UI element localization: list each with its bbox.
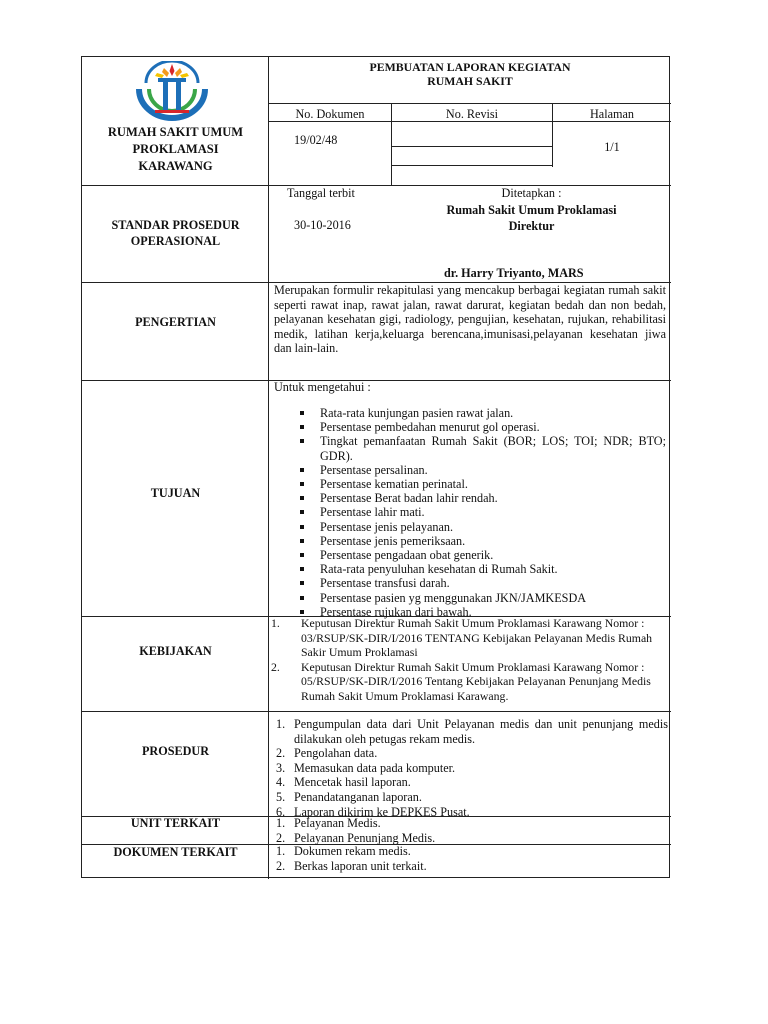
- dokumen-terkait-list: [276, 844, 668, 873]
- list-item: Persentase transfusi darah.: [274, 576, 666, 590]
- list-item: Persentase kematian perinatal.: [274, 477, 666, 491]
- prosedur-label: PROSEDUR: [141, 744, 210, 758]
- kebijakan-list: [271, 616, 667, 704]
- hospital-name: RUMAH SAKIT UMUM PROKLAMASI KARAWANG: [107, 125, 244, 173]
- hospital-logo-icon: [131, 61, 213, 127]
- sop-document: [81, 56, 670, 878]
- list-item: Persentase rujukan dari bawah.: [274, 605, 666, 619]
- director-name: dr. Harry Triyanto, MARS: [444, 266, 584, 280]
- list-item: Tingkat pemanfaatan Rumah Sakit (BOR; LOS; TOI; NDR; BTO; GDR).: [274, 434, 666, 462]
- no-dokumen-header: No. Dokumen: [295, 107, 365, 121]
- list-item: Persentase lahir mati.: [274, 505, 666, 519]
- ditetapkan-label: Ditetapkan :: [501, 186, 562, 200]
- list-item: 1. Keputusan Direktur Rumah Sakit Umum Proklamasi Karawang Nomor : 03/RSUP/SK-DIR/I/2016 TENTANG Kebijakan Pelayanan Medis Rumah Sakir Umum Proklamasi: [271, 616, 653, 660]
- unit-terkait-label: UNIT TERKAIT: [130, 816, 221, 830]
- unit-terkait-list: [276, 816, 668, 845]
- dokumen-terkait-label: DOKUMEN TERKAIT: [113, 845, 238, 859]
- tujuan-label: TUJUAN: [150, 486, 201, 500]
- list-item: 5. Penandatanganan laporan.: [276, 789, 422, 804]
- list-item: 1. Dokumen rekam medis.: [276, 844, 411, 858]
- list-item: Persentase pasien yg menggunakan JKN/JAMKESDA: [274, 591, 666, 605]
- pengertian-label: PENGERTIAN: [135, 315, 216, 329]
- list-item: 2. Keputusan Direktur Rumah Sakit Umum Proklamasi Karawang Nomor : 05/RSUP/SK-DIR/I/2016 Tentang Kebijakan Pelayanan Penunjang Medis Rumah Sakit Umum Proklamasi Karawang.: [271, 659, 651, 703]
- prosedur-list: [276, 717, 668, 819]
- document-title: PEMBUATAN LAPORAN KEGIATAN RUMAH SAKIT: [369, 60, 571, 88]
- list-item: Persentase jenis pelayanan.: [274, 520, 666, 534]
- row-divider: [82, 711, 671, 712]
- list-item: 6. Laporan dikirim ke DEPKES Pusat.: [276, 804, 470, 819]
- row-divider: [268, 103, 671, 104]
- list-item: 4. Mencetak hasil laporan.: [276, 775, 411, 790]
- no-revisi-header: No. Revisi: [445, 107, 499, 121]
- list-item: Persentase persalinan.: [274, 463, 666, 477]
- halaman-value: 1/1: [604, 140, 620, 154]
- no-dokumen-value: 19/02/48: [294, 133, 338, 147]
- pengertian-text: Merupakan formulir rekapitulasi yang mencakup berbagai kegiatan rumah sakit seperti rawat inap, rawat jalan, rawat darurat, kegiatan bedah dan non bedah, pelayanan kesehatan gigi, radiology, pengujian, kesehatan, rujukan, rehabilitasi medik, latihan kerja,keluarga berencana,imunisasi,pelayanan kesehatan jiwa dan lain-lain.: [274, 283, 666, 356]
- ditetapkan-role: Direktur: [508, 219, 555, 233]
- sop-label: STANDAR PROSEDUR OPERASIONAL: [111, 218, 240, 248]
- ditetapkan-org: Rumah Sakit Umum Proklamasi: [446, 203, 617, 217]
- list-item: 1. Pelayanan Medis.: [276, 816, 381, 830]
- list-item: 1. Pengumpulan data dari Unit Pelayanan medis dan unit penunjang medis dilakukan oleh petugas rekam medis.: [276, 717, 668, 746]
- tanggal-terbit-value: 30-10-2016: [294, 218, 351, 232]
- list-item: 2. Berkas laporan unit terkait.: [276, 858, 427, 873]
- halaman-header: Halaman: [590, 107, 634, 121]
- row-divider: [391, 146, 552, 147]
- list-item: 2. Pelayanan Penunjang Medis.: [276, 830, 436, 845]
- tujuan-list: [274, 406, 666, 619]
- list-item: Persentase pengadaan obat generik.: [274, 548, 666, 562]
- row-divider: [391, 165, 552, 166]
- tujuan-intro: Untuk mengetahui :: [274, 380, 371, 394]
- list-item: Persentase pembedahan menurut gol operasi.: [274, 420, 666, 434]
- row-divider: [82, 380, 671, 381]
- list-item: Persentase jenis pemeriksaan.: [274, 534, 666, 548]
- list-item: 3. Memasukan data pada komputer.: [276, 760, 456, 775]
- list-item: Persentase Berat badan lahir rendah.: [274, 491, 666, 505]
- list-item: 2. Pengolahan data.: [276, 746, 378, 761]
- kebijakan-label: KEBIJAKAN: [139, 644, 212, 658]
- tanggal-terbit-label: Tanggal terbit: [287, 186, 355, 200]
- list-item: Rata-rata penyuluhan kesehatan di Rumah Sakit.: [274, 562, 666, 576]
- list-item: Rata-rata kunjungan pasien rawat jalan.: [274, 406, 666, 420]
